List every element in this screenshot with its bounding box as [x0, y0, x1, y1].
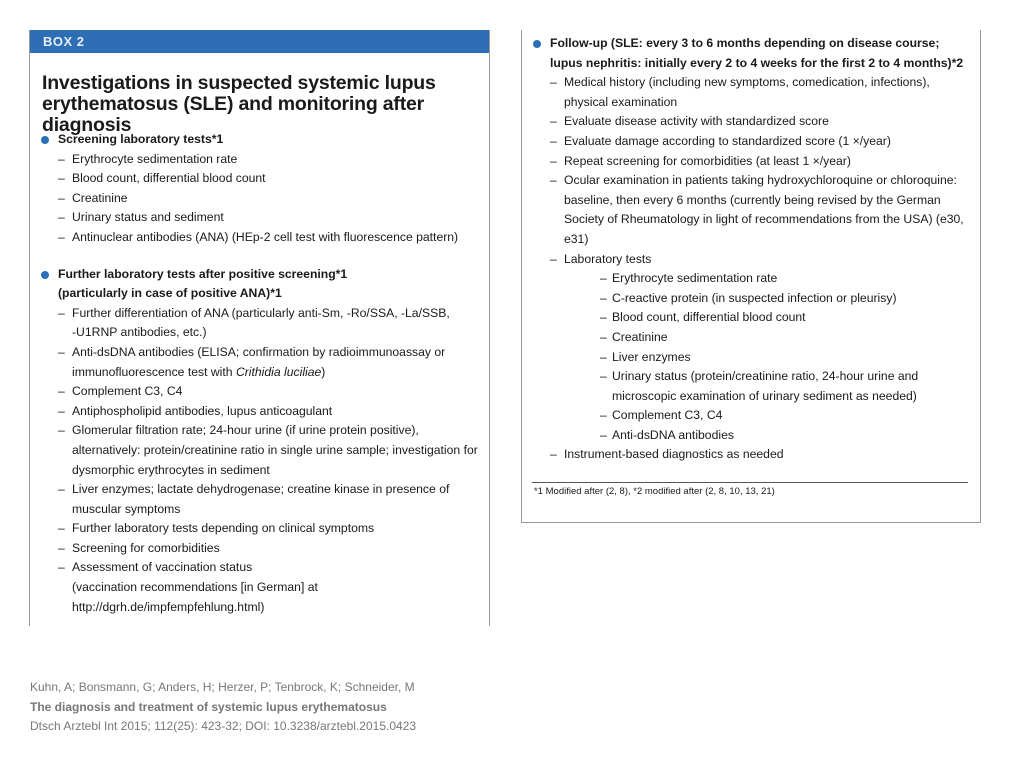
dash-marker: – — [58, 190, 65, 205]
sub-list-item — [532, 426, 972, 446]
sub-list-item — [532, 289, 972, 309]
sub-list-item — [532, 367, 972, 406]
text-line: (vaccination recommendations [in German] at — [72, 580, 318, 595]
dash-marker: – — [600, 290, 607, 305]
sub-list-item — [532, 328, 972, 348]
text-line: Erythrocyte sedimentation rate — [612, 271, 778, 286]
footnote-divider — [532, 482, 968, 483]
box-title-line: erythematosus (SLE) and monitoring after diagnosis — [42, 93, 425, 136]
text-line: Evaluate damage according to standardized score (1 ×/year) — [564, 133, 891, 148]
text-line: Screening for comorbidities — [72, 540, 220, 555]
citation-journal: Dtsch Arztebl Int 2015; 112(25): 423-32; DOI: 10.3238/arztebl.2015.0423 — [30, 719, 417, 733]
text-line: physical examination — [564, 94, 678, 109]
dash-marker: – — [58, 521, 65, 536]
box-left-panel — [29, 30, 490, 626]
text-line: Complement C3, C4 — [612, 408, 723, 423]
list-item — [532, 132, 972, 152]
text-line: Further laboratory tests after positive screening*1 — [58, 266, 348, 281]
list-item — [40, 558, 481, 617]
text-line: Assessment of vaccination status — [72, 560, 253, 575]
right-content — [532, 34, 972, 465]
text-line: Urinary status (protein/creatinine ratio, 24-hour urine and — [612, 369, 919, 384]
citation-authors: Kuhn, A; Bonsmann, G; Anders, H; Herzer, P; Tenbrock, K; Schneider, M — [30, 680, 415, 694]
text-line: Blood count, differential blood count — [72, 171, 266, 186]
dash-marker: – — [600, 408, 607, 423]
text-line: lupus nephritis: initially every 2 to 4 weeks for the first 2 to 4 months)*2 — [550, 55, 964, 70]
text-line: (particularly in case of positive ANA)*1 — [58, 286, 282, 301]
text-line: Anti-dsDNA antibodies — [612, 427, 734, 442]
sub-list-item — [532, 269, 972, 289]
dash-marker: – — [600, 369, 607, 384]
text-line: Further differentiation of ANA (particularly anti-Sm, -Ro/SSA, -La/SSB, — [72, 305, 450, 320]
text-line: Anti-dsDNA antibodies (ELISA; confirmation by radioimmunoassay or — [72, 344, 446, 359]
dash-marker: – — [600, 271, 607, 286]
text-line: Glomerular filtration rate; 24-hour urine (if urine protein positive), — [72, 423, 419, 438]
sub-list-item — [532, 406, 972, 426]
list-item — [40, 402, 481, 422]
text-line: -U1RNP antibodies, etc.) — [72, 325, 207, 340]
sub-list-item — [532, 308, 972, 328]
text-line: Evaluate disease activity with standardized score — [564, 114, 829, 129]
dash-marker: – — [550, 133, 557, 148]
list-item — [40, 189, 481, 209]
bullet-icon — [533, 40, 541, 48]
bullet-icon — [41, 271, 49, 279]
text-line: muscular symptoms — [72, 501, 181, 516]
text-line: Repeat screening for comorbidities (at least 1 ×/year) — [564, 153, 851, 168]
text-line: alternatively: protein/creatinine ratio in single urine sample; investigation for — [72, 442, 478, 457]
dash-marker: – — [550, 75, 557, 90]
section-heading — [40, 265, 481, 304]
box-right-panel — [521, 30, 981, 523]
text-line: e31) — [564, 231, 589, 246]
text-line: Urinary status and sediment — [72, 210, 224, 225]
text-line: Antinuclear antibodies (ANA) (HEp-2 cell test with fluorescence pattern) — [72, 229, 459, 244]
left-section — [40, 265, 481, 618]
italic-term: Crithidia luciliae — [235, 364, 322, 379]
list-item — [40, 519, 481, 539]
list-item — [40, 382, 481, 402]
text-line: Liver enzymes; lactate dehydrogenase; creatine kinase in presence of — [72, 482, 450, 497]
dash-marker: – — [600, 310, 607, 325]
text-line: Blood count, differential blood count — [612, 310, 806, 325]
box-title — [42, 73, 489, 136]
text-line: Medical history (including new symptoms, comedication, infections), — [564, 75, 930, 90]
dash-marker: – — [550, 173, 557, 188]
text-line: Further laboratory tests depending on clinical symptoms — [72, 521, 375, 536]
list-item — [532, 171, 972, 249]
dash-marker: – — [58, 151, 65, 166]
dash-marker: – — [550, 251, 557, 266]
box-title-line: Investigations in suspected systemic lupus — [42, 72, 436, 94]
bullet-icon — [41, 136, 49, 144]
dash-marker: – — [58, 229, 65, 244]
list-item — [40, 539, 481, 559]
text-line: Laboratory tests — [564, 251, 652, 266]
list-item — [40, 421, 481, 480]
list-item — [532, 152, 972, 172]
text-line: Erythrocyte sedimentation rate — [72, 151, 238, 166]
text-line: Follow-up (SLE: every 3 to 6 months depending on disease course; — [550, 36, 940, 50]
dash-marker: – — [58, 344, 65, 359]
text-line: Complement C3, C4 — [72, 384, 183, 399]
box-label: BOX 2 — [30, 30, 489, 53]
list-item — [532, 250, 972, 270]
text-line: Liver enzymes — [612, 349, 691, 364]
left-content — [40, 130, 481, 634]
dash-marker: – — [58, 403, 65, 418]
dash-marker: – — [58, 210, 65, 225]
dash-marker: – — [600, 329, 607, 344]
text-line: Screening laboratory tests*1 — [58, 132, 224, 146]
list-item — [40, 343, 481, 382]
list-item — [40, 480, 481, 519]
list-item — [40, 228, 481, 248]
left-section — [40, 130, 481, 248]
dash-marker: – — [58, 482, 65, 497]
list-item — [40, 304, 481, 343]
text-line: immunofluorescence test with Crithidia luciliae) — [72, 364, 326, 379]
section-heading — [532, 34, 972, 73]
text-line: baseline, then every 6 months (currently being revised by the German — [564, 192, 941, 207]
text-line: Ocular examination in patients taking hydroxychloroquine or chloroquine: — [564, 173, 957, 188]
dash-marker: – — [550, 447, 557, 462]
text-line: microscopic examination of urinary sediment as needed) — [612, 388, 917, 403]
citation-title: The diagnosis and treatment of systemic lupus erythematosus — [30, 699, 387, 714]
list-item — [40, 169, 481, 189]
text-line: Instrument-based diagnostics as needed — [564, 447, 784, 462]
dash-marker: – — [550, 153, 557, 168]
list-item — [40, 208, 481, 228]
list-item — [532, 445, 972, 465]
text-line: Creatinine — [72, 190, 128, 205]
footnote: *1 Modified after (2, 8), *2 modified after (2, 8, 10, 13, 21) — [534, 486, 775, 497]
text-line: C-reactive protein (in suspected infection or pleurisy) — [612, 290, 897, 305]
dash-marker: – — [58, 305, 65, 320]
text-line: Antiphospholipid antibodies, lupus anticoagulant — [72, 403, 333, 418]
text-line: Creatinine — [612, 329, 668, 344]
dash-marker: – — [58, 384, 65, 399]
dash-marker: – — [58, 560, 65, 575]
dash-marker: – — [58, 171, 65, 186]
section-heading — [40, 130, 481, 150]
text-line: Society of Rheumatology in light of recommendations from the USA) (e30, — [564, 212, 964, 227]
dash-marker: – — [600, 427, 607, 442]
dash-marker: – — [550, 114, 557, 129]
list-item — [532, 73, 972, 112]
citation — [30, 678, 416, 737]
list-item — [532, 112, 972, 132]
list-item — [40, 150, 481, 170]
sub-list-item — [532, 348, 972, 368]
dash-marker: – — [600, 349, 607, 364]
text-line: http://dgrh.de/impfempfehlung.html) — [72, 599, 265, 614]
dash-marker: – — [58, 423, 65, 438]
text-line: dysmorphic erythrocytes in sediment — [72, 462, 270, 477]
dash-marker: – — [58, 540, 65, 555]
